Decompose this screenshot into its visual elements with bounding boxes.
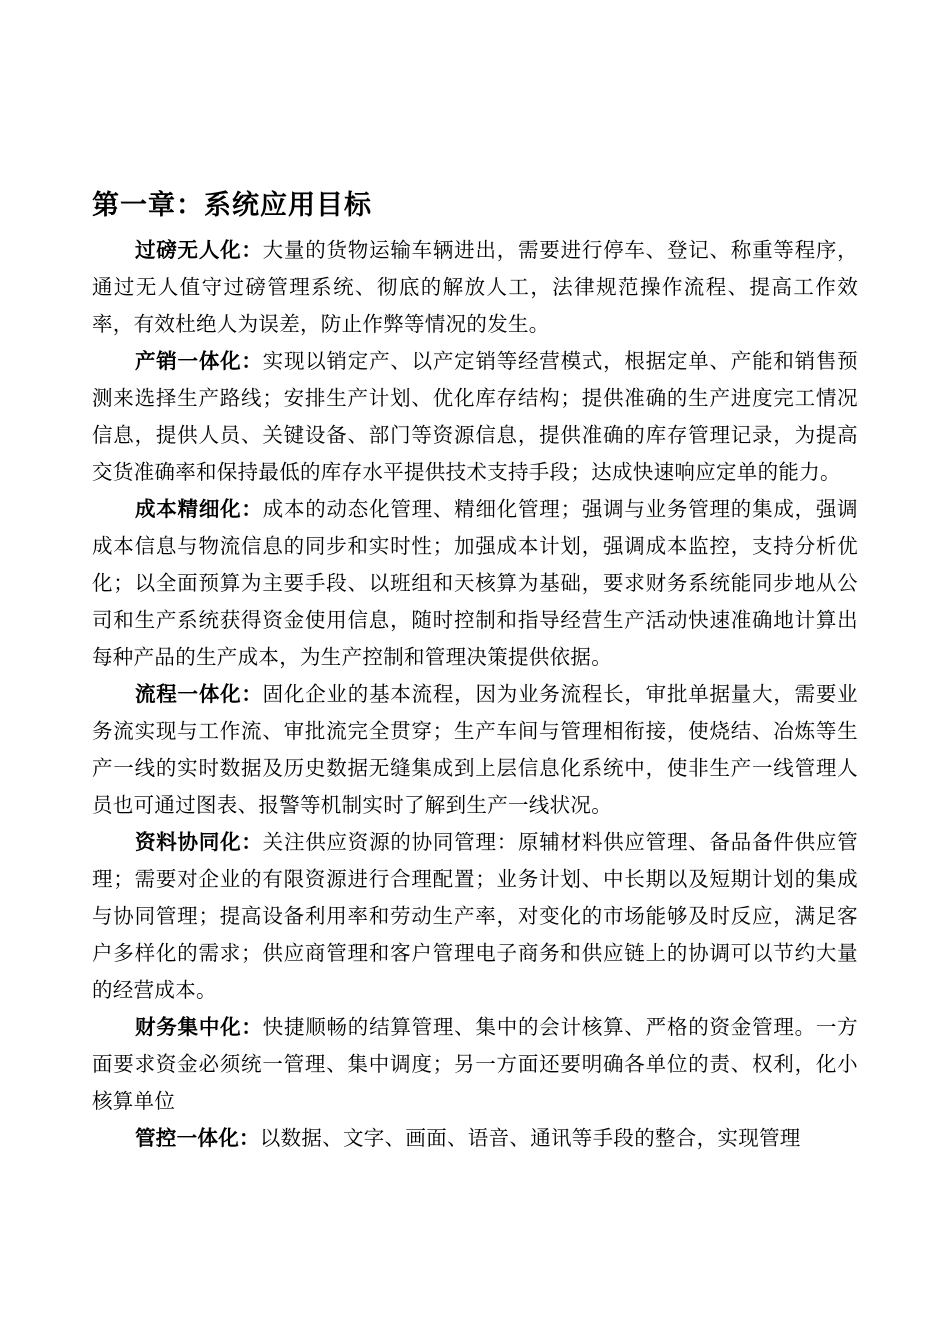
paragraph-weighing bbox=[92, 232, 858, 343]
paragraph-text: 实现以销定产、以产定销等经营模式，根据定单、产能和销售预测来选择生产路线；安排生产计划、优化库存结构；提供准确的生产进度完工情况信息，提供人员、关键设备、部门等资源信息，提供准确的库存管理记录，为提高交货准确率和保持最低的库存水平提供技术支持手段；达成快速响应定单的能力。 bbox=[92, 349, 858, 484]
paragraph-term: 资料协同化： bbox=[135, 830, 263, 854]
paragraph-term: 过磅无人化： bbox=[135, 238, 263, 262]
paragraph-text: 快捷顺畅的结算管理、集中的会计核算、严格的资金管理。一方面要求资金必须统一管理、集中调度；另一方面还要明确各单位的责、权利，化小核算单位 bbox=[92, 1015, 858, 1113]
paragraph-production-sales bbox=[92, 343, 858, 491]
chapter-title: 第一章：系统应用目标 bbox=[92, 190, 372, 221]
paragraph-resources bbox=[92, 824, 858, 1009]
paragraph-text: 大量的货物运输车辆进出，需要进行停车、登记、称重等程序，通过无人值守过磅管理系统、彻底的解放人工，法律规范操作流程、提高工作效率，有效杜绝人为误差，防止作弊等情况的发生。 bbox=[92, 238, 858, 336]
paragraph-text: 成本的动态化管理、精细化管理；强调与业务管理的集成，强调成本信息与物流信息的同步和实时性；加强成本计划，强调成本监控，支持分析优化；以全面预算为主要手段、以班组和天核算为基础，要求财务系统能同步地从公司和生产系统获得资金使用信息，随时控制和指导经营生产活动快速准确地计算出每种产品的生产成本，为生产控制和管理决策提供依据。 bbox=[92, 497, 858, 669]
paragraph-term: 管控一体化： bbox=[135, 1126, 260, 1150]
paragraph-process bbox=[92, 676, 858, 824]
paragraph-term: 流程一体化： bbox=[135, 682, 263, 706]
paragraph-term: 产销一体化： bbox=[135, 349, 263, 373]
paragraph-control bbox=[92, 1120, 858, 1157]
paragraph-text: 固化企业的基本流程，因为业务流程长，审批单据量大，需要业务流实现与工作流、审批流完全贯穿；生产车间与管理相衔接，使烧结、冶炼等生产一线的实时数据及历史数据无缝集成到上层信息化系统中，使非生产一线管理人员也可通过图表、报警等机制实时了解到生产一线状况。 bbox=[92, 682, 858, 817]
paragraph-cost bbox=[92, 491, 858, 676]
paragraph-term: 财务集中化： bbox=[135, 1015, 263, 1039]
paragraph-finance bbox=[92, 1009, 858, 1120]
paragraph-text: 关注供应资源的协同管理：原辅材料供应管理、备品备件供应管理；需要对企业的有限资源进行合理配置；业务计划、中长期以及短期计划的集成与协同管理；提高设备利用率和劳动生产率，对变化的市场能够及时反应，满足客户多样化的需求；供应商管理和客户管理电子商务和供应链上的协调可以节约大量的经营成本。 bbox=[92, 830, 858, 1002]
paragraph-term: 成本精细化： bbox=[135, 497, 263, 521]
paragraph-text: 以数据、文字、画面、语音、通讯等手段的整合，实现管理 bbox=[259, 1126, 801, 1150]
document-page bbox=[92, 186, 858, 1157]
